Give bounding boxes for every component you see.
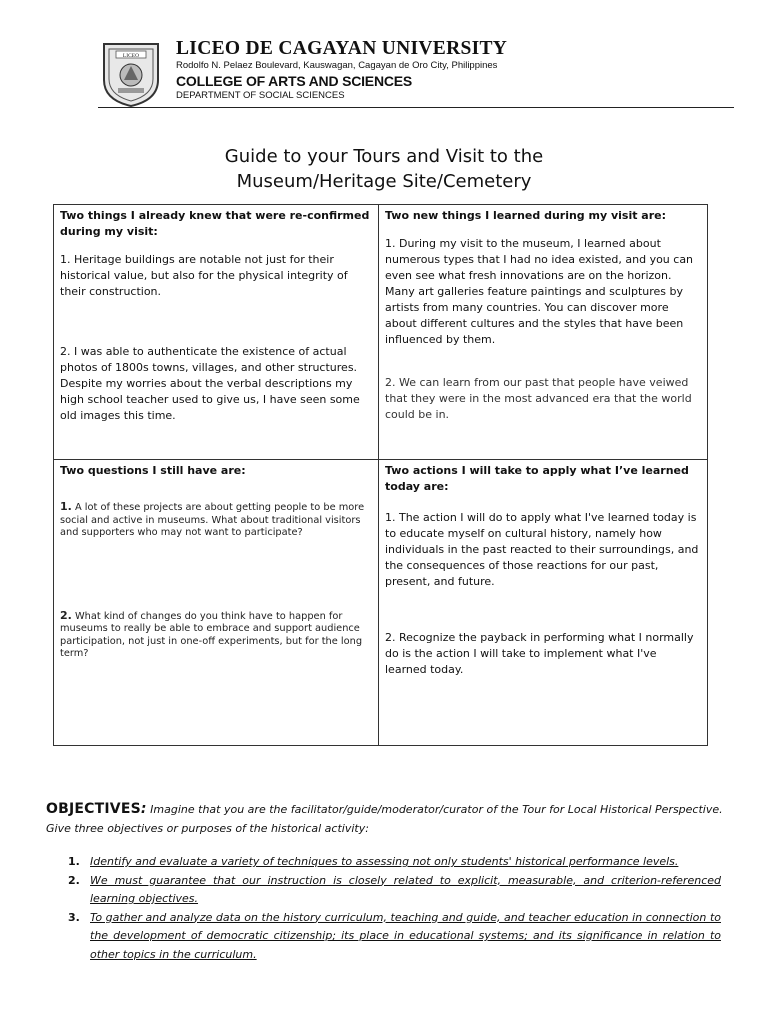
department-name: DEPARTMENT OF SOCIAL SCIENCES <box>176 90 345 101</box>
page-title <box>0 144 768 194</box>
seal-text: LICEO <box>122 53 140 59</box>
header-divider <box>98 107 734 108</box>
cell-already-knew <box>54 205 379 460</box>
objectives-intro: OBJECTIVES: Imagine that you are the facilitator/guide/moderator/curator of the Tour for Local Historical Perspective. Give three objectives or purposes of the historical activity: <box>46 801 723 835</box>
question-item-1: 1. A lot of these projects are about getting people to be more social and active in museums. What about traditional visitors and supporters who may not want to participate? <box>60 500 365 538</box>
learned-item-2: 2. We can learn from our past that people have veiwed that they were in the most advanced era that the world could be in. <box>385 376 692 421</box>
objectives-prompt: Imagine that you are the facilitator/guide/moderator/curator of the Tour for Local Historical Perspective. Give three objectives or purposes of the historical activity: <box>46 803 723 835</box>
title-line-1: Guide to your Tours and Visit to the <box>224 146 544 167</box>
university-address: Rodolfo N. Pelaez Boulevard, Kauswagan, Cagayan de Oro City, Philippines <box>176 60 498 71</box>
objectives-list <box>68 853 721 964</box>
objective-text: To gather and analyze data on the history curriculum, teaching and guide, and teacher education in connection to the development of democratic citizenship; its place in educational systems; and its significance in relation to other topics in the curriculum. <box>90 910 721 961</box>
cell-heading: Two things I already knew that were re-confirmed during my visit: <box>60 209 370 238</box>
action-item-1: 1. The action I will do to apply what I've learned today is to educate myself on cultural history, namely how individuals in the past reacted to their surroundings, and the consequences of those reactions for our past, present, and future. <box>385 511 699 588</box>
learned-item-1: 1. During my visit to the museum, I learned about numerous types that I had no idea existed, and you can even see what fresh innovations are on the horizon. Many art galleries feature paintings and sculptures by artists from many countries. You can discover more about different cultures and the styles that have been influenced by them. <box>385 237 694 346</box>
cell-actions <box>379 460 708 746</box>
cell-questions <box>54 460 379 746</box>
knew-item-2: 2. I was able to authenticate the existence of actual photos of 1800s towns, villages, and other structures. Despite my worries about the verbal descriptions my high school teacher used to give us, I have seen some old images this time. <box>60 345 360 422</box>
action-item-2: 2. Recognize the payback in performing what I normally do is the action I will take to implement what I've learned today. <box>385 631 694 676</box>
cell-heading: Two actions I will take to apply what I’ve learned today are: <box>385 464 689 493</box>
list-item: 2. We must guarantee that our instruction is closely related to explicit, measurable, and criterion-referenced learning objectives. <box>68 873 721 905</box>
knew-item-1: 1. Heritage buildings are notable not just for their historical value, but also for the physical integrity of their construction. <box>60 253 348 298</box>
list-item: 3. To gather and analyze data on the history curriculum, teaching and guide, and teacher education in connection to the development of democratic citizenship; its place in educational systems; and its significance in relation to other topics in the curriculum. <box>68 910 721 961</box>
university-seal-icon <box>98 40 164 108</box>
letterhead <box>176 38 736 101</box>
objectives-label: OBJECTIVES <box>46 801 141 817</box>
cell-heading: Two new things I learned during my visit are: <box>385 209 667 222</box>
objective-text: Identify and evaluate a variety of techniques to assessing not only students' historical performance levels. <box>90 855 679 868</box>
question-item-2: 2. What kind of changes do you think have to happen for museums to really be able to embrace and support audience participation, not just in one-off experiments, but for the long term? <box>60 608 363 659</box>
title-line-2: Museum/Heritage Site/Cemetery <box>236 171 532 192</box>
university-name: LICEO DE CAGAYAN UNIVERSITY <box>176 38 508 59</box>
objective-text: We must guarantee that our instruction is closely related to explicit, measurable, and criterion-referenced learning objectives. <box>90 873 721 905</box>
reflection-table <box>53 204 708 746</box>
cell-heading: Two questions I still have are: <box>60 464 246 477</box>
list-item: 1. Identify and evaluate a variety of techniques to assessing not only students' historical performance levels. <box>68 855 679 868</box>
college-name: COLLEGE OF ARTS AND SCIENCES <box>176 73 413 89</box>
cell-new-things <box>379 205 708 460</box>
